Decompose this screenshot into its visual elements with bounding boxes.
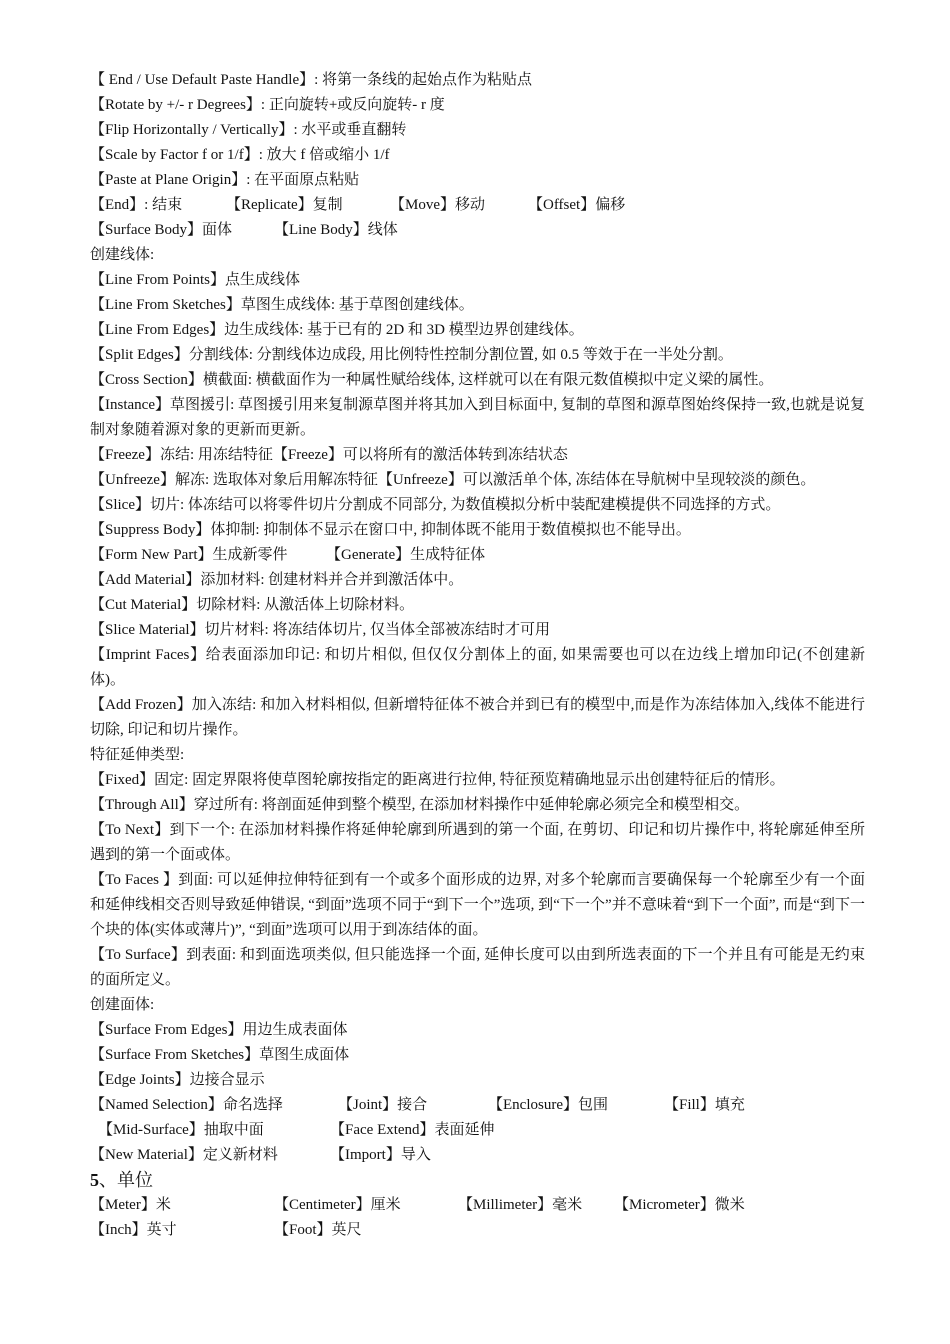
text-line: 【Slice Material】切片材料: 将冻结体切片, 仅当体全部被冻结时才可用 bbox=[90, 622, 550, 638]
text-line: 【Slice】切片: 体冻结可以将零件切片分割成不同部分, 为数值模拟分析中装配建模提供不同选择的方式。 bbox=[90, 497, 781, 513]
paragraph: 【Add Frozen】加入冻结: 和加入材料相似, 但新增特征体不被合并到已有的模型中,而是作为冻结体加入,线体不能进行切除, 印记和切片操作。 bbox=[90, 697, 865, 738]
section-title: 、单位 bbox=[99, 1170, 153, 1190]
text-line: 【Through All】穿过所有: 将剖面延伸到整个模型, 在添加材料操作中延伸轮廓必须完全和模型相交。 bbox=[90, 797, 750, 813]
text-line: 【Paste at Plane Origin】: 在平面原点粘贴 bbox=[90, 172, 360, 188]
text-line: 【Rotate by +/- r Degrees】: 正向旋转+或反向旋转- r 度 bbox=[90, 97, 445, 113]
command-row bbox=[90, 1143, 865, 1168]
paragraph: 【Unfreeze】解冻: 选取体对象后用解冻特征【Unfreeze】可以激活单个体, 冻结体在导航树中呈现较淡的颜色。 bbox=[90, 472, 816, 488]
command-item: 【Replicate】复制 bbox=[226, 197, 343, 213]
unit-item: 【Foot】英尺 bbox=[274, 1222, 362, 1238]
command-row bbox=[90, 1118, 865, 1143]
command-item: 【Generate】生成特征体 bbox=[326, 547, 486, 563]
text-line: 【Flip Horizontally / Vertically】: 水平或垂直翻转 bbox=[90, 122, 407, 138]
paragraph: 【To Faces 】到面: 可以延伸拉伸特征到有一个或多个面形成的边界, 对多个轮廓而言要确保每一个轮廓至少有一个面和延伸线相交否则导致延伸错误, “到面”选项不同于“到下一个”选项, 到“下一个”并不意味着“到下一个面”, 而是“到下一个块的体(实体或薄片)”, “到面”选项可以用于到冻结体的面。 bbox=[90, 872, 865, 938]
command-item: 【New Material】定义新材料 bbox=[90, 1147, 278, 1163]
text-line: 【Surface From Sketches】草图生成面体 bbox=[90, 1047, 350, 1063]
text-line: 【 End / Use Default Paste Handle】: 将第一条线的起始点作为粘贴点 bbox=[90, 72, 533, 88]
unit-item: 【Inch】英寸 bbox=[90, 1222, 177, 1238]
paragraph: 【To Next】到下一个: 在添加材料操作将延伸轮廓到所遇到的第一个面, 在剪切、印记和切片操作中, 将轮廓延伸至所遇到的第一个面或体。 bbox=[90, 822, 865, 863]
command-row bbox=[90, 218, 865, 243]
command-item: 【Move】移动 bbox=[390, 197, 485, 213]
text-line: 【Cut Material】切除材料: 从激活体上切除材料。 bbox=[90, 597, 415, 613]
paragraph: 【To Surface】到表面: 和到面选项类似, 但只能选择一个面, 延伸长度可以由到所选表面的下一个并且有可能是无约束的面所定义。 bbox=[90, 947, 865, 988]
command-item: 【Import】导入 bbox=[330, 1147, 431, 1163]
text-line: 【Line From Edges】边生成线体: 基于已有的 2D 和 3D 模型边界创建线体。 bbox=[90, 322, 584, 338]
command-item: 【Joint】接合 bbox=[338, 1097, 428, 1113]
command-item: 【Offset】偏移 bbox=[528, 197, 626, 213]
text-line: 【Cross Section】横截面: 横截面作为一种属性赋给线体, 这样就可以在有限元数值模拟中定义梁的属性。 bbox=[90, 372, 774, 388]
command-item: 【Mid-Surface】抽取中面 bbox=[98, 1122, 264, 1138]
section-number: 5 bbox=[90, 1170, 99, 1190]
units-row bbox=[90, 1193, 865, 1218]
command-row bbox=[90, 193, 865, 218]
document-body bbox=[90, 68, 865, 1243]
command-row bbox=[90, 543, 865, 568]
text-line: 【Add Material】添加材料: 创建材料并合并到激活体中。 bbox=[90, 572, 464, 588]
text-line: 【Scale by Factor f or 1/f】: 放大 f 倍或缩小 1/f bbox=[90, 147, 390, 163]
section-heading: 创建面体: bbox=[90, 997, 155, 1013]
text-line: 【Surface From Edges】用边生成表面体 bbox=[90, 1022, 348, 1038]
paragraph: 【Instance】草图援引: 草图援引用来复制源草图并将其加入到目标面中, 复制的草图和源草图始终保持一致,也就是说复制对象随着源对象的更新而更新。 bbox=[90, 397, 865, 438]
unit-item: 【Centimeter】厘米 bbox=[274, 1197, 401, 1213]
command-row bbox=[90, 1093, 865, 1118]
unit-item: 【Micrometer】微米 bbox=[614, 1197, 745, 1213]
command-item: 【Named Selection】命名选择 bbox=[90, 1097, 283, 1113]
text-line: 【Suppress Body】体抑制: 抑制体不显示在窗口中, 抑制体既不能用于数值模拟也不能导出。 bbox=[90, 522, 691, 538]
text-line: 【Fixed】固定: 固定界限将使草图轮廓按指定的距离进行拉伸, 特征预览精确地显示出创建特征后的情形。 bbox=[90, 772, 785, 788]
command-item: 【Face Extend】表面延伸 bbox=[330, 1122, 495, 1138]
command-item: 【End】: 结束 bbox=[90, 197, 183, 213]
command-item: 【Line Body】线体 bbox=[274, 222, 398, 238]
paragraph: 【Imprint Faces】给表面添加印记: 和切片相似, 但仅仅分割体上的面, 如果需要也可以在边线上增加印记(不创建新体)。 bbox=[90, 647, 865, 688]
command-item: 【Fill】填充 bbox=[664, 1097, 745, 1113]
unit-item: 【Meter】米 bbox=[90, 1197, 171, 1213]
command-item: 【Form New Part】生成新零件 bbox=[90, 547, 288, 563]
text-line: 【Split Edges】分割线体: 分割线体边成段, 用比例特性控制分割位置, 如 0.5 等效于在一半处分割。 bbox=[90, 347, 733, 363]
section-5-heading bbox=[90, 1168, 865, 1193]
text-line: 【Edge Joints】边接合显示 bbox=[90, 1072, 265, 1088]
command-item: 【Surface Body】面体 bbox=[90, 222, 233, 238]
text-line: 【Line From Sketches】草图生成线体: 基于草图创建线体。 bbox=[90, 297, 474, 313]
section-heading: 创建线体: bbox=[90, 247, 155, 263]
units-row bbox=[90, 1218, 865, 1243]
unit-item: 【Millimeter】毫米 bbox=[458, 1197, 583, 1213]
text-line: 【Line From Points】点生成线体 bbox=[90, 272, 301, 288]
section-heading: 特征延伸类型: bbox=[90, 747, 185, 763]
command-item: 【Enclosure】包围 bbox=[488, 1097, 608, 1113]
text-line: 【Freeze】冻结: 用冻结特征【Freeze】可以将所有的激活体转到冻结状态 bbox=[90, 447, 568, 463]
